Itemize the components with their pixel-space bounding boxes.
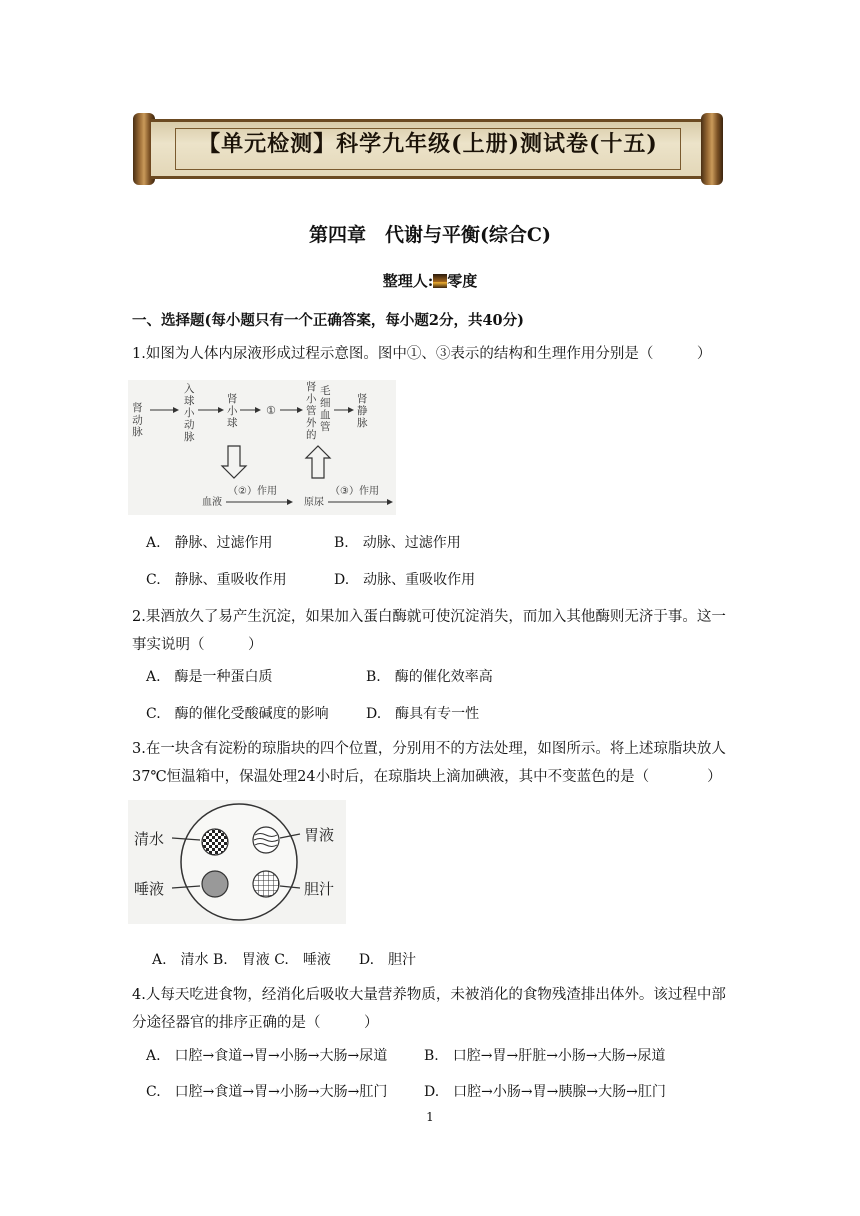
label-tubule [306, 380, 317, 441]
svg-text:肾: 肾 [306, 381, 317, 393]
title-banner [133, 113, 723, 185]
svg-text:小: 小 [227, 405, 238, 417]
svg-text:的: 的 [306, 429, 317, 441]
svg-text:管: 管 [320, 421, 331, 433]
q4-option-c[interactable]: C. 口腔→食道→胃→小肠→大肠→肛门 [146, 1084, 388, 1100]
q2-stem: 2.果酒放久了易产生沉淀，如果加入蛋白酶就可使沉淀消失，而加入其他酶则无济于事。这一事实说明（ ） [132, 609, 726, 653]
label-water: 清水 [134, 830, 165, 848]
q4-option-d[interactable]: D. 口腔→小肠→胃→胰腺→大肠→肛门 [424, 1084, 666, 1100]
svg-text:动: 动 [184, 419, 195, 431]
q1-option-c[interactable]: C. 静脉、重吸收作用 [146, 572, 287, 588]
q4-option-a[interactable]: A. 口腔→食道→胃→小肠→大肠→尿道 [146, 1048, 388, 1064]
compiler-line [0, 270, 860, 291]
avatar-icon [433, 274, 447, 288]
svg-text:球: 球 [184, 395, 195, 407]
spot-gastric [253, 827, 279, 853]
label-capillary [320, 385, 331, 433]
q4-stem: 4.人每天吃进食物，经消化后吸收大量营养物质，未被消化的食物残渣排出体外。该过程中部分途径器官的排序正确的是（ ） [132, 987, 726, 1031]
page-number: 1 [426, 1110, 434, 1124]
q2-option-c[interactable]: C. 酶的催化受酸碱度的影响 [146, 706, 329, 722]
svg-text:脉: 脉 [184, 431, 195, 443]
svg-text:球: 球 [227, 417, 238, 429]
svg-text:小: 小 [184, 407, 195, 419]
label-raw-urine: 原尿 [304, 497, 324, 508]
q3-options[interactable]: A. 清水 B. 胃液 C. 唾液 D. 胆汁 [152, 952, 417, 968]
svg-text:肾: 肾 [227, 393, 238, 405]
spot-bile [253, 871, 279, 897]
q2-option-d[interactable]: D. 酶具有专一性 [366, 706, 480, 722]
svg-text:血: 血 [320, 409, 331, 421]
label-renal-vein [357, 392, 368, 429]
compiler-label: 整理人: [382, 272, 434, 290]
label-action2: （②）作用 [228, 486, 277, 497]
svg-text:管: 管 [306, 405, 317, 417]
spot-saliva [202, 871, 228, 897]
spot-water [202, 829, 228, 855]
q3-stem: 3.在一块含有淀粉的琼脂块的四个位置，分别用不的方法处理，如图所示。将上述琼脂块放人37℃恒温箱中，保温处理24小时后，在琼脂块上滴加碘液，其中不变蓝色的是（ ） [132, 741, 726, 785]
label-bile: 胆汁 [304, 880, 335, 898]
chapter-title: 第四章 代谢与平衡(综合C) [308, 224, 552, 246]
svg-text:脉: 脉 [357, 417, 368, 429]
q2-option-a[interactable]: A. 酶是一种蛋白质 [146, 669, 273, 685]
agar-block [181, 804, 297, 920]
label-circle-one: ① [266, 404, 276, 417]
svg-text:肾: 肾 [357, 393, 368, 405]
label-glomerulus [227, 392, 238, 429]
svg-text:静: 静 [357, 405, 368, 417]
q1-option-a[interactable]: A. 静脉、过滤作用 [146, 535, 273, 551]
label-gastric: 胃液 [304, 826, 335, 844]
banner-title: 【单元检测】科学九年级(上册)测试卷(十五) [198, 131, 658, 157]
urine-formation-diagram [128, 380, 396, 515]
q1-option-b[interactable]: B. 动脉、过滤作用 [334, 535, 461, 551]
svg-text:入: 入 [184, 383, 195, 395]
compiler-name: 零度 [447, 272, 478, 290]
section-title: 一、选择题(每小题只有一个正确答案，每小题2分，共40分) [132, 312, 524, 329]
q1-stem: 1.如图为人体内尿液形成过程示意图。图中①、③表示的结构和生理作用分别是（ ） [132, 346, 712, 362]
svg-text:外: 外 [306, 417, 317, 429]
agar-diagram [128, 800, 346, 924]
label-afferent [184, 382, 195, 443]
svg-text:小: 小 [306, 393, 317, 405]
label-renal-artery: 肾动脉 [131, 402, 143, 437]
label-action3: （③）作用 [330, 486, 379, 497]
q1-option-d[interactable]: D. 动脉、重吸收作用 [334, 572, 476, 588]
label-blood: 血液 [202, 497, 222, 508]
svg-text:毛: 毛 [320, 385, 331, 397]
svg-text:细: 细 [320, 397, 331, 409]
label-saliva: 唾液 [134, 880, 165, 898]
q4-option-b[interactable]: B. 口腔→胃→肝脏→小肠→大肠→尿道 [424, 1048, 666, 1064]
q2-option-b[interactable]: B. 酶的催化效率高 [366, 669, 493, 685]
